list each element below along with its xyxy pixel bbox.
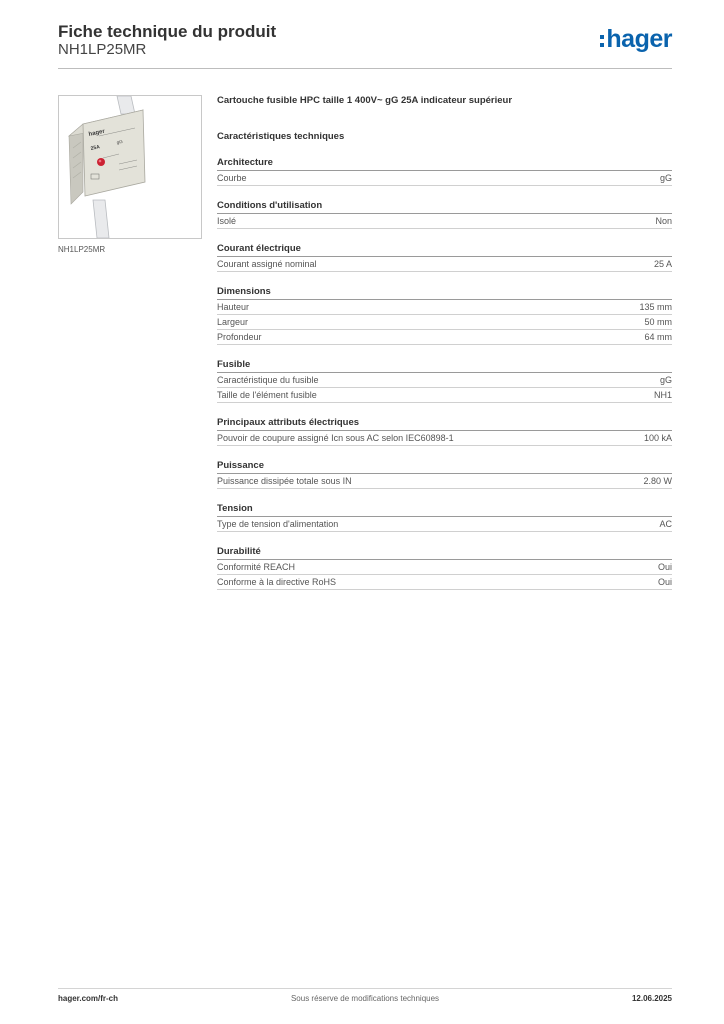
spec-group-title: Fusible — [217, 359, 672, 373]
spec-value: gG — [659, 375, 672, 385]
spec-group-title: Durabilité — [217, 546, 672, 560]
spec-row — [217, 517, 672, 532]
spec-row — [217, 214, 672, 229]
spec-value: 50 mm — [644, 317, 672, 327]
spec-group-fusible — [217, 359, 672, 403]
spec-group-architecture — [217, 157, 672, 186]
product-description: Cartouche fusible HPC taille 1 400V~ gG 25A indicateur supérieur — [217, 95, 513, 106]
spec-row — [217, 388, 672, 403]
spec-row — [217, 431, 672, 446]
header-divider — [58, 68, 672, 69]
product-image-frame — [58, 95, 202, 239]
spec-label: Largeur — [217, 317, 249, 327]
spec-label: Isolé — [217, 216, 237, 226]
spec-group-puissance — [217, 460, 672, 489]
spec-group-electrical — [217, 417, 672, 446]
spec-row — [217, 171, 672, 186]
spec-label: Conforme à la directive RoHS — [217, 577, 337, 587]
spec-row — [217, 330, 672, 345]
page-footer — [58, 994, 672, 1008]
fuse-cartridge-image — [59, 96, 201, 238]
spec-value: AC — [659, 519, 672, 529]
spec-group-title: Puissance — [217, 460, 672, 474]
spec-row — [217, 560, 672, 575]
spec-value: gG — [659, 173, 672, 183]
spec-value: 2.80 W — [643, 476, 672, 486]
image-rating-text: 25A — [90, 144, 101, 152]
logo-dots-icon — [600, 35, 604, 47]
image-class-text: gG — [116, 138, 124, 145]
spec-group-courant — [217, 243, 672, 272]
spec-label: Type de tension d'alimentation — [217, 519, 339, 529]
spec-group-durabilite — [217, 546, 672, 590]
spec-row — [217, 257, 672, 272]
spec-label: Caractéristique du fusible — [217, 375, 319, 385]
page-header — [58, 22, 672, 68]
document-title: Fiche technique du produit — [58, 22, 277, 41]
spec-group-title: Dimensions — [217, 286, 672, 300]
spec-label: Profondeur — [217, 332, 262, 342]
spec-group-title: Courant électrique — [217, 243, 672, 257]
spec-row — [217, 300, 672, 315]
spec-label: Courbe — [217, 173, 247, 183]
product-reference: NH1LP25MR — [58, 41, 147, 58]
spec-group-conditions — [217, 200, 672, 229]
spec-value: Oui — [657, 577, 672, 587]
spec-value: Non — [655, 216, 672, 226]
spec-value: NH1 — [653, 390, 672, 400]
image-brand-text: hager — [88, 128, 106, 138]
spec-group-title: Principaux attributs électriques — [217, 417, 672, 431]
spec-row — [217, 575, 672, 590]
indicator-dot-icon — [97, 158, 105, 166]
spec-value: 135 mm — [639, 302, 672, 312]
spec-row — [217, 373, 672, 388]
footer-divider — [58, 988, 672, 989]
spec-label: Courant assigné nominal — [217, 259, 317, 269]
spec-group-title: Tension — [217, 503, 672, 517]
spec-label: Hauteur — [217, 302, 250, 312]
specs-title: Caractéristiques techniques — [217, 131, 345, 142]
footer-date: 12.06.2025 — [631, 994, 672, 1003]
logo-text: hager — [606, 25, 672, 53]
spec-group-title: Architecture — [217, 157, 672, 171]
hager-logo — [600, 26, 672, 52]
spec-group-title: Conditions d'utilisation — [217, 200, 672, 214]
spec-label: Pouvoir de coupure assigné Icn sous AC selon IEC60898-1 — [217, 433, 454, 443]
spec-group-tension — [217, 503, 672, 532]
footer-website-link[interactable]: hager.com/fr-ch — [58, 994, 119, 1003]
spec-value: 100 kA — [643, 433, 672, 443]
spec-label: Puissance dissipée totale sous IN — [217, 476, 352, 486]
spec-row — [217, 315, 672, 330]
spec-group-dimensions — [217, 286, 672, 345]
spec-value: 25 A — [653, 259, 672, 269]
spec-row — [217, 474, 672, 489]
product-image-caption: NH1LP25MR — [58, 245, 106, 254]
footer-disclaimer: Sous réserve de modifications techniques — [290, 994, 440, 1003]
spec-label: Conformité REACH — [217, 562, 296, 572]
specs-section — [217, 95, 672, 590]
spec-value: Oui — [657, 562, 672, 572]
spec-label: Taille de l'élément fusible — [217, 390, 317, 400]
spec-value: 64 mm — [644, 332, 672, 342]
